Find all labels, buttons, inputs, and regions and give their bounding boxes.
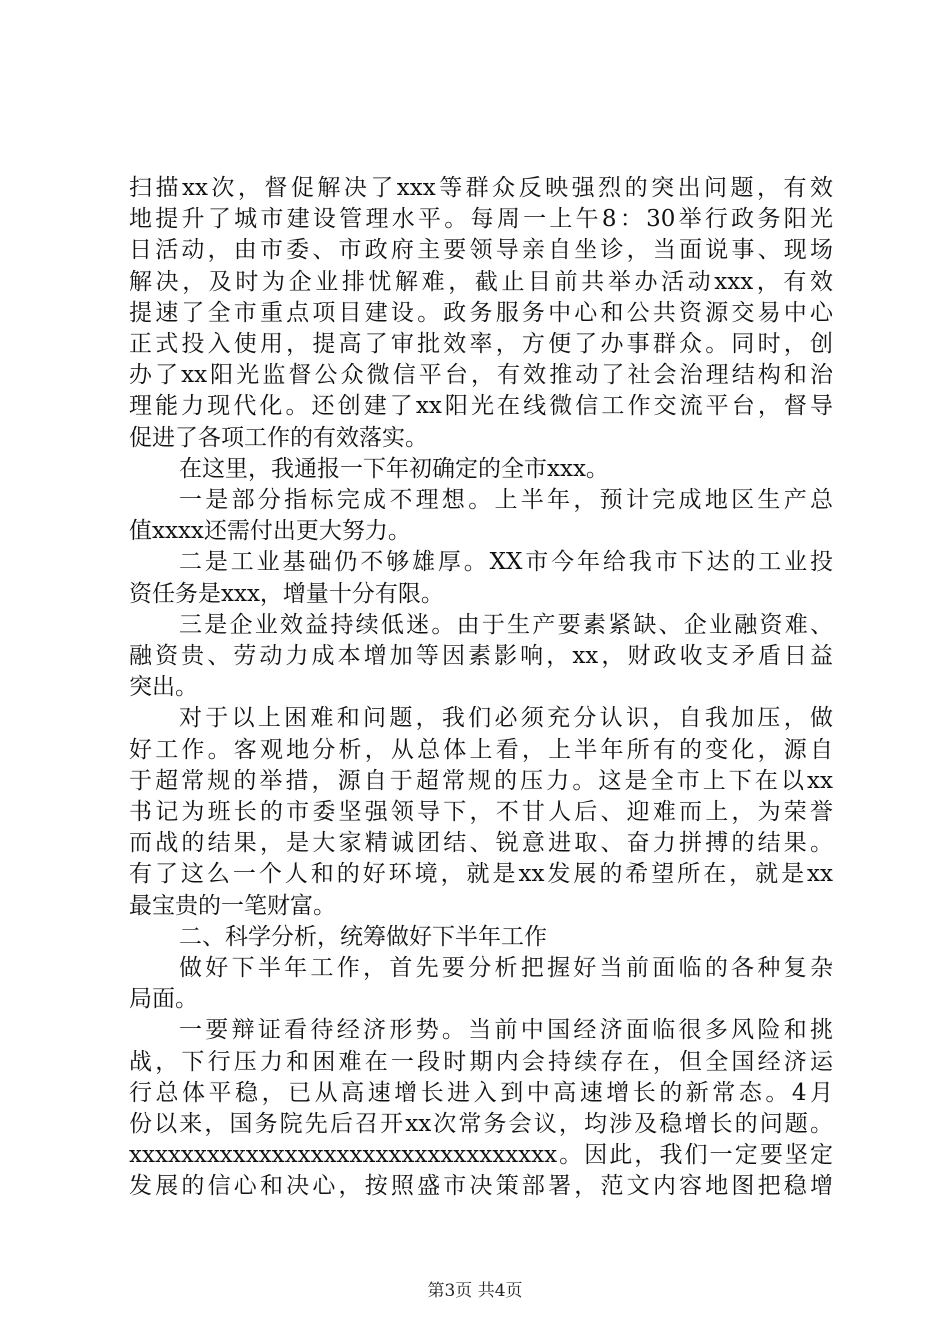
paragraph-first-line: 在这里，我通报一下年初确定的全市xxx。 [179, 455, 609, 482]
body-text-line: 解决，及时为企业排忧解难，截止目前共举办活动xxx，有效 [129, 268, 833, 295]
body-text-line: 值xxxx还需付出更大努力。 [129, 518, 411, 545]
body-text-line: 好工作。客观地分析，从总体上看，上半年所有的变化，源自 [129, 736, 833, 763]
body-text-line: 资任务是xxx，增量十分有限。 [129, 580, 444, 607]
body-text-line: 发展的信心和决心，按照盛市决策部署，范文内容地图把稳增 [129, 1173, 833, 1200]
body-text-line: 提速了全市重点项目建设。政务服务中心和公共资源交易中心 [129, 299, 833, 326]
body-text-line: 扫描xx次，督促解决了xxx等群众反映强烈的突出问题，有效 [129, 175, 833, 201]
body-text-line: 理能力现代化。还创建了xx阳光在线微信工作交流平台，督导 [129, 393, 833, 420]
paragraph-first-line: 对于以上困难和问题，我们必须充分认识，自我加压，做 [179, 705, 833, 732]
body-text-line: 融资贵、劳动力成本增加等因素影响，xx，财政收支矛盾日益 [129, 643, 833, 669]
body-text-line: xxxxxxxxxxxxxxxxxxxxxxxxxxxxxxxxx。因此，我们一定要坚定 [129, 1142, 833, 1169]
body-text-line: 地提升了城市建设管理水平。每周一上午8：30举行政务阳光 [129, 206, 833, 233]
body-text-line: 促进了各项工作的有效落实。 [129, 424, 428, 451]
paragraph-first-line: 三是企业效益持续低迷。由于生产要素紧缺、企业融资难、 [179, 611, 833, 638]
body-text-line: 最宝贵的一笔财富。 [129, 892, 336, 919]
body-text-line: 日活动，由市委、市政府主要领导亲自坐诊，当面说事、现场 [129, 237, 833, 264]
body-text-line: 份以来，国务院先后召开xx次常务会议，均涉及稳增长的问题。 [129, 1111, 833, 1137]
body-text-line: 战，下行压力和困难在一段时期内会持续存在，但全国经济运 [129, 1048, 833, 1075]
body-text-line: 于超常规的举措，源自于超常规的压力。这是全市上下在以xx [129, 767, 833, 794]
body-text-line: 正式投入使用，提高了审批效率，方便了办事群众。同时，创 [129, 331, 833, 357]
body-text-line: 突出。 [129, 674, 198, 701]
paragraph-first-line: 做好下半年工作，首先要分析把握好当前面临的各种复杂 [179, 955, 833, 981]
paragraph-first-line: 二是工业基础仍不够雄厚。XX市今年给我市下达的工业投 [179, 549, 833, 576]
body-text-line: 行总体平稳，已从高速增长进入到中高速增长的新常态。4月 [129, 1079, 833, 1106]
page-number-footer: 第3页 共4页 [427, 1281, 523, 1301]
body-text-line: 局面。 [129, 986, 198, 1013]
body-text-line: 办了xx阳光监督公众微信平台，有效推动了社会治理结构和治 [129, 362, 833, 389]
paragraph-first-line: 一要辩证看待经济形势。当前中国经济面临很多风险和挑 [179, 1017, 833, 1044]
paragraph-first-line: 一是部分指标完成不理想。上半年，预计完成地区生产总 [179, 487, 833, 513]
section-heading: 二、科学分析，统筹做好下半年工作 [179, 923, 547, 950]
body-text-line: 而战的结果，是大家精诚团结、锐意进取、奋力拼搏的结果。 [129, 830, 833, 857]
body-text-line: 书记为班长的市委坚强领导下，不甘人后、迎难而上，为荣誉 [129, 799, 833, 825]
body-text-line: 有了这么一个人和的好环境，就是xx发展的希望所在，就是xx [129, 861, 833, 888]
